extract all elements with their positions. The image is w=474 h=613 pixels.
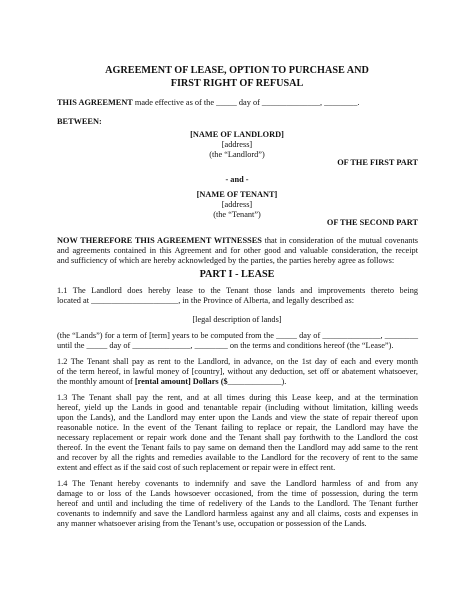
tenant-reference: (the “Tenant”) (213, 210, 261, 219)
lands-line-2: until the _____ day of ______________, ________ on the terms and conditions hereof (the “Lease”). (57, 341, 394, 350)
agreement-date-text: made effective as of the _____ day of ______________, ________. (132, 98, 360, 107)
rent-amount-bold: [rental amount] Dollars ($ (134, 377, 228, 386)
document-title-line-1: AGREEMENT OF LEASE, OPTION TO PURCHASE AND (105, 65, 369, 76)
section-1-4-line-4: covenants to indemnify and save the Landlord harmless against any and all claims, costs and expenses in (57, 509, 418, 518)
part-heading: PART I - LEASE (199, 269, 275, 280)
witness-bold: NOW THEREFORE THIS AGREEMENT WITNESSES (57, 236, 262, 245)
section-1-2-line-3 (57, 377, 286, 388)
section-1-4-line-5: any manner whatsoever arising from the Tenant’s use, occupation or possession of the Lands. (57, 519, 367, 528)
section-1-3-line-5: necessary replacement or repair work done and the Tenant shall pay forthwith to the Landlord the cost (57, 433, 418, 442)
section-1-3-line-7: and recover by all the rights and remedies available to the Landlord for the recovery of rent to the same (57, 453, 418, 462)
landlord-address: [address] (221, 140, 253, 149)
landlord-name: [NAME OF LANDLORD] (190, 130, 284, 139)
rent-amount-text: the monthly amount of (57, 377, 135, 386)
witness-line-1 (57, 236, 418, 247)
agreement-label: THIS AGREEMENT (57, 98, 133, 107)
document-title-line-2: FIRST RIGHT OF REFUSAL (170, 78, 304, 89)
rent-amount-blank: _____________). (227, 377, 287, 386)
section-1-1-line-1: 1.1 The Landlord does hereby lease to the Tenant those lands and improvements thereto being (57, 286, 418, 295)
first-part-label: OF THE FIRST PART (337, 158, 418, 167)
witness-line-3: and sufficiency of which are hereby acknowledged by the parties, the parties hereby agree as follows: (57, 256, 395, 265)
section-1-4-line-1: 1.4 The Tenant hereby covenants to indemnify and save the Landlord harmless of and from any (57, 479, 418, 488)
tenant-name: [NAME OF TENANT] (196, 190, 278, 199)
between-label: BETWEEN: (57, 117, 102, 126)
landlord-reference: (the “Landlord”) (209, 150, 265, 159)
lands-line-1: (the “Lands”) for a term of [term] years to be computed from the _____ day of ______________, ________ (57, 331, 418, 340)
tenant-address: [address] (221, 200, 253, 209)
section-1-4-line-2: damage to or loss of the Lands howsoever occasioned, from the time of possession, during the term (57, 489, 418, 498)
agreement-date-line (57, 98, 359, 109)
section-1-3-line-1: 1.3 The Tenant shall pay the rent, and at all times during this Lease keep, and at the termination (57, 393, 418, 402)
section-1-3-line-6: thereof. In the event the Tenant fails to pay same on demand then the Landlord may add same to the rent (57, 443, 418, 452)
legal-description: [legal description of lands] (192, 315, 282, 324)
section-1-1-line-2: located at _____________________, in the Province of Alberta, and legally described as: (57, 296, 355, 305)
section-1-4-line-3: hereof and until and including the time of redelivery of the Lands to the Landlord. The Tenant further (57, 499, 418, 508)
section-1-3-line-8: extent and effect as if the said cost of such replacement or repair were in effect rent. (57, 463, 336, 472)
section-1-3-line-4: reasonable notice. In the event of the Tenant failing to replace or repair, the Landlord may have the (57, 423, 418, 432)
section-1-2-line-2: of the term hereof, in lawful money of [country], without any deduction, set off or abatement whatsoever, (57, 367, 418, 376)
section-1-2-line-1: 1.2 The Tenant shall pay as rent to the Landlord, in advance, on the 1st day of each and every month (57, 357, 418, 366)
witness-line-1-text: that in consideration of the mutual covenants (261, 236, 418, 245)
second-part-label: OF THE SECOND PART (326, 218, 418, 227)
section-1-3-line-2: hereof, yield up the Lands in good and tenantable repair (including without limitation, killing weeds (57, 403, 418, 412)
and-separator: - and - (225, 175, 249, 184)
section-1-3-line-3: upon the Lands), and the Landlord may enter upon the Lands and view the state of repair thereof upon (57, 413, 418, 422)
witness-line-2: and agreements contained in this Agreement and for other good and valuable consideration, the receipt (57, 246, 418, 255)
